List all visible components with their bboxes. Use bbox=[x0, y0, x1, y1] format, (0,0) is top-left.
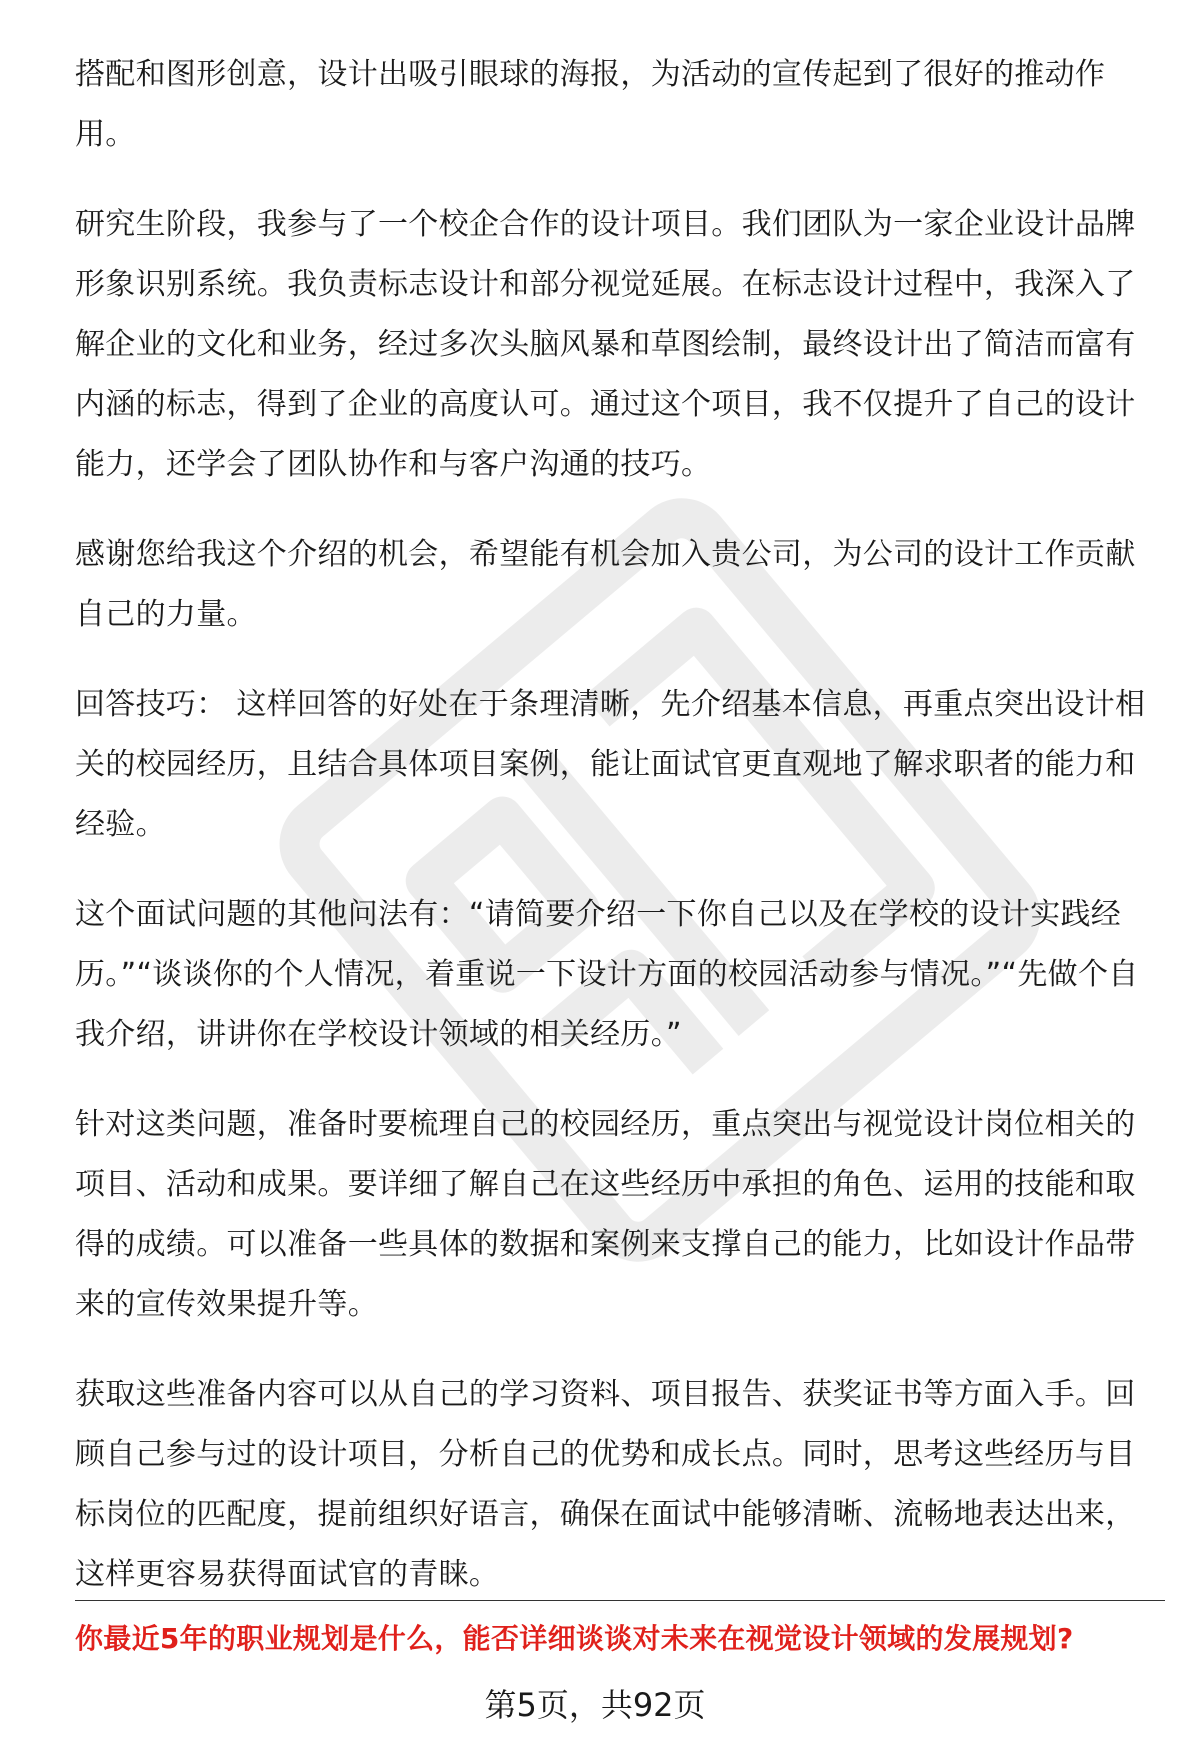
paragraph: 感谢您给我这个介绍的机会，希望能有机会加入贵公司，为公司的设计工作贡献自己的力量。 bbox=[75, 537, 1136, 632]
paragraph: 这个面试问题的其他问法有：“请简要介绍一下你自己以及在学校的设计实践经历。”“谈谈你的个人情况，着重说一下设计方面的校园活动参与情况。”“先做个自我介绍，讲讲你在学校设计领域的相关经历。” bbox=[75, 897, 1139, 1052]
page-number: 第5页，共92页 bbox=[484, 1686, 706, 1724]
paragraph: 回答技巧： 这样回答的好处在于条理清晰，先介绍基本信息，再重点突出设计相关的校园经历，且结合具体项目案例，能让面试官更直观地了解求职者的能力和经验。 bbox=[75, 687, 1146, 842]
section-divider bbox=[75, 1600, 1165, 1601]
paragraph: 针对这类问题，准备时要梳理自己的校园经历，重点突出与视觉设计岗位相关的项目、活动和成果。要详细了解自己在这些经历中承担的角色、运用的技能和取得的成绩。可以准备一些具体的数据和案例来支撑自己的能力，比如设计作品带来的宣传效果提升等。 bbox=[75, 1107, 1136, 1322]
paragraph: 研究生阶段，我参与了一个校企合作的设计项目。我们团队为一家企业设计品牌形象识别系统。我负责标志设计和部分视觉延展。在标志设计过程中，我深入了解企业的文化和业务，经过多次头脑风暴和草图绘制，最终设计出了简洁而富有内涵的标志，得到了企业的高度认可。通过这个项目，我不仅提升了自己的设计能力，还学会了团队协作和与客户沟通的技巧。 bbox=[75, 207, 1136, 482]
next-question-heading: 你最近5年的职业规划是什么，能否详细谈谈对未来在视觉设计领域的发展规划? bbox=[75, 1622, 1074, 1655]
paragraph: 获取这些准备内容可以从自己的学习资料、项目报告、获奖证书等方面入手。回顾自己参与过的设计项目，分析自己的优势和成长点。同时，思考这些经历与目标岗位的匹配度，提前组织好语言，确保在面试中能够清晰、流畅地表达出来，这样更容易获得面试官的青睐。 bbox=[75, 1377, 1136, 1592]
article-body bbox=[75, 45, 1165, 1635]
paragraph: 搭配和图形创意，设计出吸引眼球的海报，为活动的宣传起到了很好的推动作用。 bbox=[75, 57, 1106, 152]
